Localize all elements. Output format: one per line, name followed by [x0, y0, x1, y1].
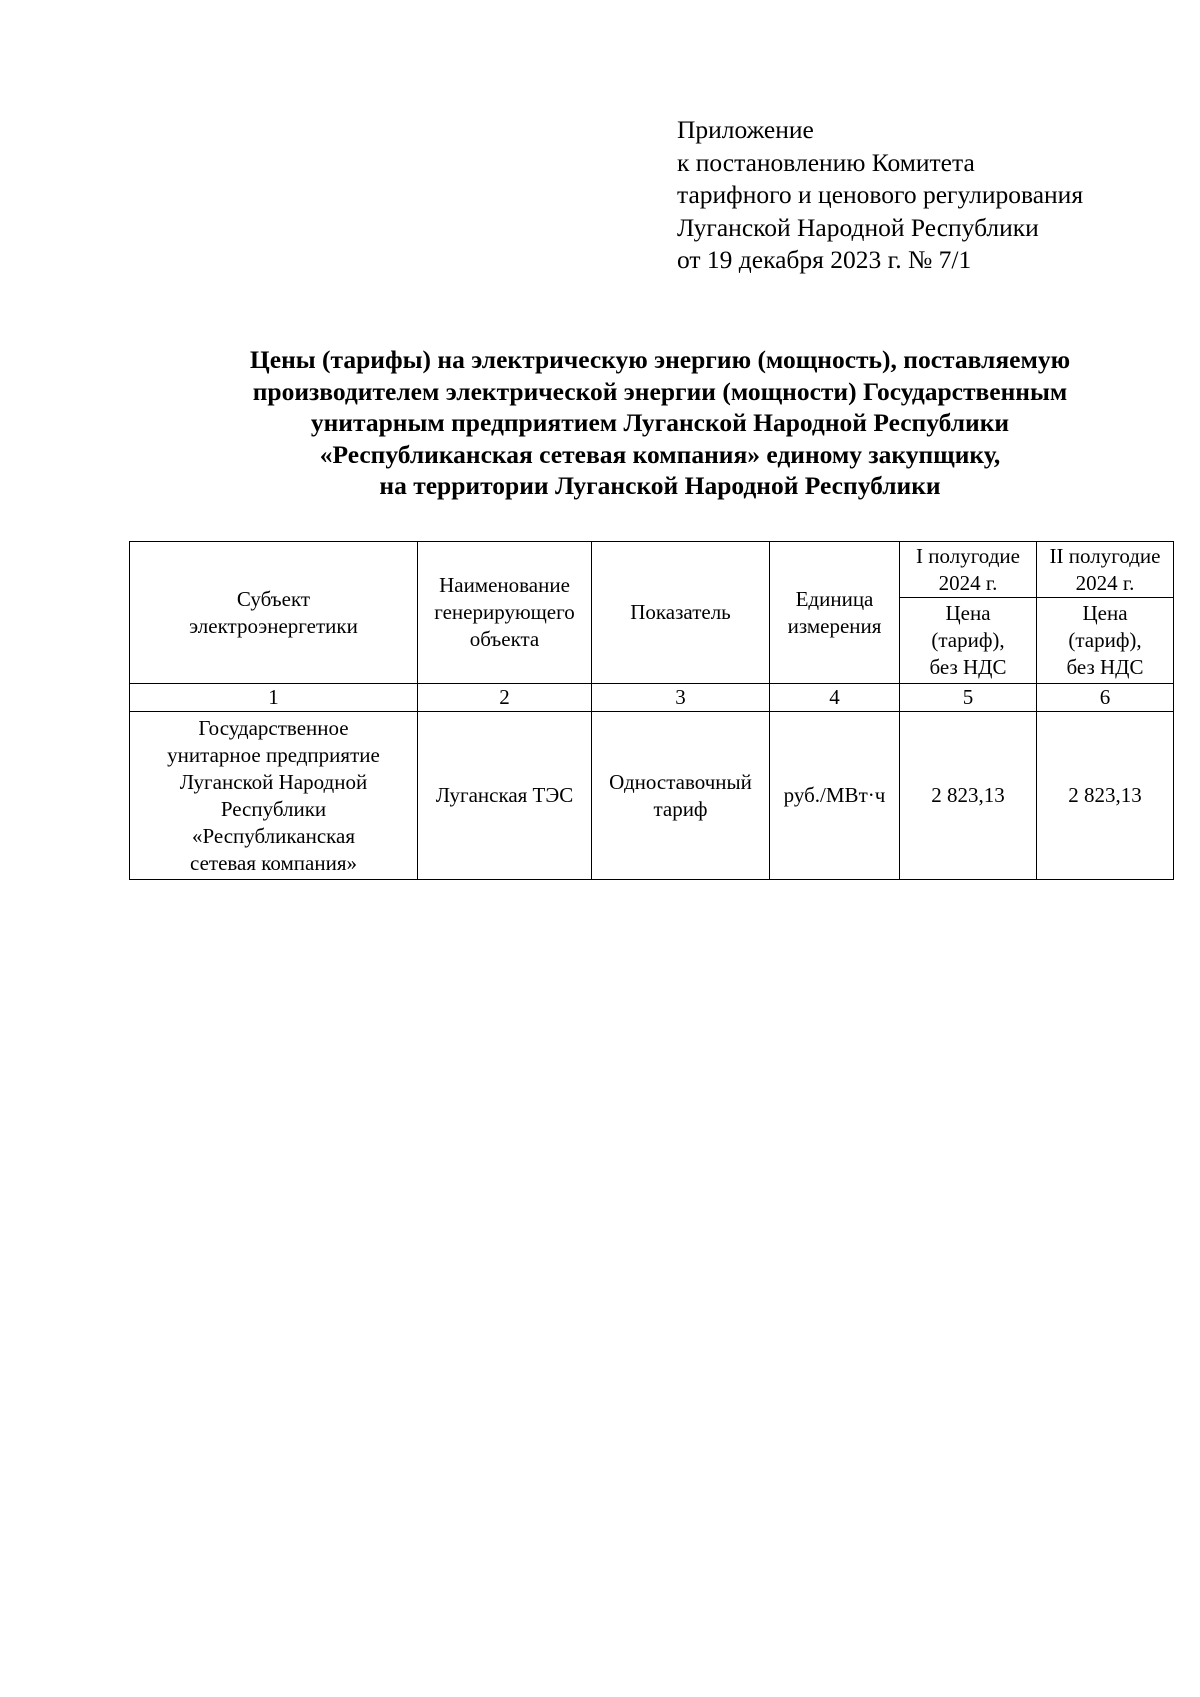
header-period-1 [900, 542, 1037, 598]
header-text: (тариф), [1068, 628, 1142, 652]
appendix-line: от 19 декабря 2023 г. № 7/1 [677, 245, 972, 274]
appendix-line: Приложение [677, 115, 814, 144]
header-text: Субъект [236, 586, 311, 611]
cell-subject [130, 712, 418, 880]
cell-text: Республики [220, 796, 327, 821]
column-number: 5 [900, 684, 1037, 712]
cell-text: Одноставочный [609, 769, 752, 794]
cell-text: «Республиканская [191, 823, 356, 848]
cell-price-2 [1037, 712, 1174, 880]
header-price-2 [1037, 598, 1174, 684]
appendix-line: тарифного и ценового регулирования [677, 180, 1084, 209]
column-number: 6 [1037, 684, 1174, 712]
cell-text: Луганская ТЭС [435, 783, 574, 807]
header-text: Показатель [630, 600, 731, 624]
cell-price-1 [900, 712, 1037, 880]
header-text: без НДС [1066, 655, 1144, 679]
header-unit [770, 542, 900, 684]
table-row [130, 712, 1174, 880]
cell-object-name [418, 712, 592, 880]
column-number: 1 [130, 684, 418, 712]
header-text: 2024 г. [938, 570, 998, 595]
header-text: электроэнергетики [189, 613, 358, 638]
header-object-name [418, 542, 592, 684]
header-period-2 [1037, 542, 1174, 598]
header-text: измерения [787, 613, 882, 638]
header-text: генерирующего [434, 600, 575, 624]
title-line: на территории Луганской Народной Республики [379, 471, 941, 500]
appendix-line: к постановлению Комитета [677, 147, 975, 177]
header-text: I полугодие [916, 543, 1020, 568]
cell-text: 2 823,13 [1068, 783, 1142, 807]
header-indicator [592, 542, 770, 684]
title-line: Цены (тарифы) на электрическую энергию (мощность), поставляемую [249, 345, 1071, 374]
header-text: Цена [1082, 601, 1128, 625]
header-text: Единица [795, 586, 874, 611]
appendix-line: Луганской Народной Республики [677, 212, 1039, 242]
title-line: «Республиканская сетевая компания» единому закупщику, [319, 439, 1001, 469]
header-text: объекта [469, 627, 540, 651]
header-text: 2024 г. [1075, 570, 1135, 595]
tariff-table [129, 541, 1174, 880]
cell-text: унитарное предприятие [167, 742, 380, 767]
title-line: унитарным предприятием Луганской Народной Республики [310, 408, 1010, 437]
header-price-1 [900, 598, 1037, 684]
header-text: (тариф), [931, 628, 1005, 652]
cell-unit [770, 712, 900, 880]
cell-text: Луганской Народной [179, 769, 368, 794]
column-number: 3 [592, 684, 770, 712]
header-text: без НДС [929, 655, 1007, 679]
header-text: Цена [945, 601, 991, 625]
cell-text: 2 823,13 [931, 783, 1005, 807]
appendix-block [677, 114, 1177, 277]
header-subject [130, 542, 418, 684]
cell-text: руб./МВт·ч [783, 783, 886, 807]
cell-indicator [592, 712, 770, 880]
column-number: 2 [418, 684, 592, 712]
title-line: производителем электрической энергии (мощности) Государственным [252, 376, 1068, 406]
column-number-row [130, 684, 1174, 712]
header-text: II полугодие [1049, 543, 1161, 568]
cell-text: Государственное [198, 715, 349, 740]
column-number: 4 [770, 684, 900, 712]
header-text: Наименование [439, 573, 570, 597]
cell-text: сетевая компания» [190, 850, 357, 875]
document-title [130, 344, 1190, 502]
header-row-periods [130, 542, 1174, 598]
cell-text: тариф [653, 796, 708, 821]
